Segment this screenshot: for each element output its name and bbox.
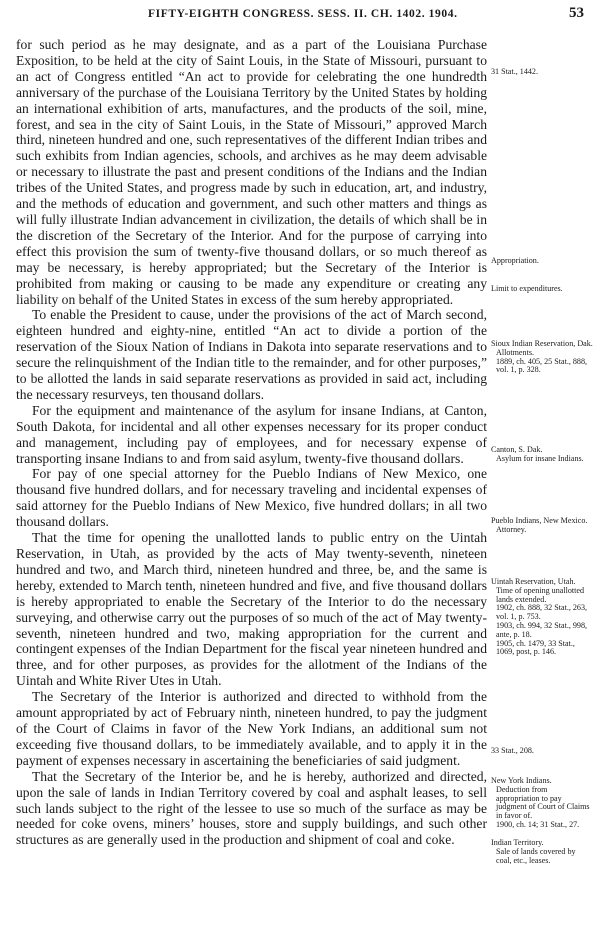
running-head-title: FIFTY-EIGHTH CONGRESS. SESS. II. CH. 1402. 1904. — [148, 8, 458, 20]
paragraph-canton-asylum: For the equipment and maintenance of the asylum for insane Indians, at Canton, South Dakota, for incidental and all other expenses necessary for its proper conduct and management, including pay of employees, and for necessary expense of transporting insane Indians to and from said asylum, twenty-five thousand dollars. — [16, 402, 487, 466]
running-header — [0, 4, 600, 28]
margin-note-33-stat-208: 33 Stat., 208. — [491, 746, 534, 755]
page-number: 53 — [569, 5, 584, 21]
paragraph-uintah-reservation: That the time for opening the unallotted lands to public entry on the Uintah Reservation, in Utah, as provided by the acts of May twenty-seventh, nineteen hundred and two, and March third, nineteen hundred and three, be, and the same is hereby, extended to March tenth, nineteen hundred and five, and five thousand dollars is hereby appropriated to enable the Secretary of the Interior to do the necessary surveying, and otherwise carry out the purposes of so much of the act of May twenty-seventh, nineteen hundred and two, making appropriation for the current and contingent expenses of the Indian Department for the fiscal year nineteen hundred and three, and for other purposes, as provides for the allotment of the Indians of the Uintah and White River Utes in Utah. — [16, 530, 487, 689]
paragraph-indian-territory: That the Secretary of the Interior be, and he is hereby, authorized and directed, upon the sale of lands in Indian Territory covered by coal and asphalt leases, to sell such lands subject to the right of the lessee to use so much of the surface as may be needed for coke ovens, miners’ houses, store and supply buildings, and such other structures as are generally used in the production and shipment of coal and coke. — [16, 768, 487, 848]
margin-note-limit-expenditures: Limit to expenditures. — [491, 284, 563, 293]
paragraph-sioux-allotments: To enable the President to cause, under the provisions of the act of March second, eighteen hundred and eighty-nine, entitled “An act to divide a portion of the reservation of the Sioux Nation of Indians in Dakota into separate reservations and to secure the relinquishment of the Indian title to the remainder, and for other purposes,” to be allotted the lands in said separate reservations as provided in said act, including the necessary resurveys, ten thousand dollars. — [16, 307, 487, 402]
margin-note-stat-citation: 31 Stat., 1442. — [491, 67, 538, 76]
paragraph-pueblo-attorney: For pay of one special attorney for the Pueblo Indians of New Mexico, one thousand five hundred dollars, and for necessary traveling and incidental expenses of said attorney for the Pueblo Indians of New Mexico, five hundred dollars; in all two thousand dollars. — [16, 466, 487, 530]
paragraph-new-york-indians: The Secretary of the Interior is authorized and directed to withhold from the amount appropriated by act of February ninth, nineteen hundred, to pay the judgment of the Court of Claims in favor of the New York Indians, an additional sum not exceeding five thousand dollars, to be immediately available, and to apply it in the payment of expenses necessary in ascertaining the beneficiaries of said judgment. — [16, 689, 487, 768]
margin-note-canton-asylum: Canton, S. Dak. Asylum for insane Indians. — [491, 445, 584, 463]
margin-note-indian-territory: Indian Territory. Sale of lands covered by coal, etc., leases. — [491, 838, 576, 865]
margin-note-new-york-indians: New York Indians. Deduction from appropriation to pay judgment of Court of Claims in favor of. 1900, ch. 14; 31 Stat., 27. — [491, 776, 590, 829]
margin-note-sioux-reservation: Sioux Indian Reservation, Dak. Allotments. 1889, ch. 405, 25 Stat., 888, vol. 1, p. 328. — [491, 339, 593, 375]
margin-note-pueblo-indians: Pueblo Indians, New Mexico. Attorney. — [491, 516, 588, 534]
paragraph-louisiana-exposition: for such period as he may designate, and as a part of the Louisiana Purchase Exposition, to be held at the city of Saint Louis, in the State of Missouri, pursuant to an act of Congress entitled “An act to provide for celebrating the one hundredth anniversary of the purchase of the Louisiana Territory by the United States by holding an international exhibition of arts, manufactures, and the products of the soil, mine, forest, and sea in the city of Saint Louis, in the State of Missouri,” approved March third, nineteen hundred and one, such representatives of the different Indian tribes and such exhibits from Indian agencies, schools, and archives as he may deem advisable or necessary to illustrate the past and present conditions of the Indians and the Indian tribes of the United States, and progress made by such in education, art, and industry, and the methods of education and government, and such other matters and things as will fully illustrate Indian advancement in civilization, the details of which shall be in the discretion of the Secretary of the Interior. And for the purpose of carrying into effect this provision the sum of twenty-five thousand dollars, or so much thereof as may be necessary, is hereby appropriated; but the Secretary of the Interior is prohibited from making or causing to be made any expenditure or creating any liability on behalf of the United States in excess of the sum hereby appropriated. — [16, 37, 487, 307]
margin-note-uintah-reservation: Uintah Reservation, Utah. Time of opening unallotted lands extended. 1902, ch. 888, 32 Stat., 263, vol. 1, p. 753. 1903, ch. 994, 32 Stat., 998, ante, p. 18. 1905, ch. 1479, 33 Stat., 1069, post, p. 146. — [491, 577, 588, 657]
statute-text — [16, 37, 487, 848]
margin-note-appropriation: Appropriation. — [491, 256, 539, 265]
